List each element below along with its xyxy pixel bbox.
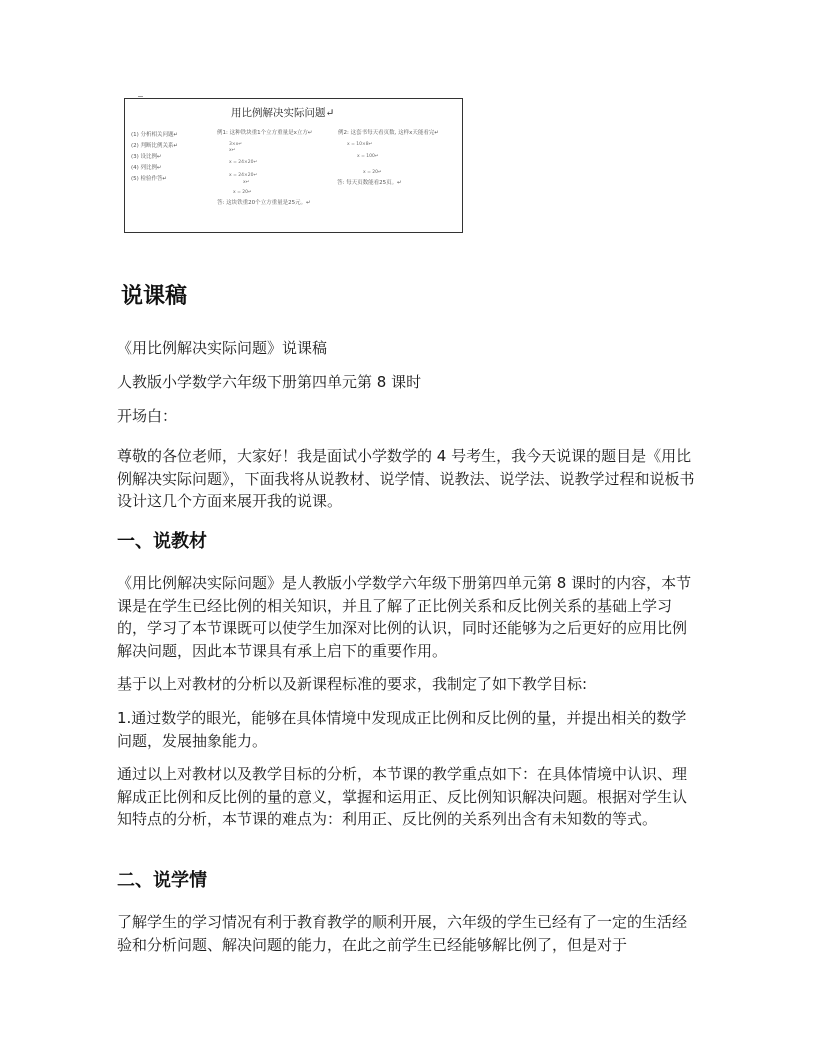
document-title: 说课稿	[121, 284, 188, 309]
objective-item-1: 1.通过数学的眼光，能够在具体情境中发现成正比例和反比例的量，并提出相关的数学问题，发展抽象能力。	[117, 709, 687, 750]
board-example2-answer: 答: 每天页数能看25页。↵	[337, 180, 402, 186]
opening-label: 开场白：	[117, 407, 178, 425]
board-title: 用比例解决实际问题↵	[231, 107, 335, 119]
board-example1-line: 例1: 这种铁块重1个立方重量是x立方↵	[217, 130, 313, 136]
board-design-image	[124, 98, 463, 233]
board-example2-line: x = 20↵	[363, 170, 382, 175]
board-example2-line: x = 100↵	[357, 154, 379, 159]
board-left-item: (4) 列比例↵	[131, 165, 162, 171]
board-example1-line: x = 24×20↵	[229, 173, 258, 178]
section-heading-students: 二、说学情	[117, 870, 207, 891]
section-heading-textbook: 一、说教材	[117, 531, 207, 552]
board-example2-line: 例2: 这套书每天看页数, 这样x天能看完↵	[338, 130, 439, 136]
lesson-title-line: 《用比例解决实际问题》说课稿	[117, 339, 328, 357]
objectives-intro-paragraph: 基于以上对教材的分析以及新课程标准的要求，我制定了如下教学目标:	[117, 675, 588, 693]
board-example2-line: x = 10×8↵	[347, 142, 373, 147]
board-left-item: (5) 检验作答↵	[131, 176, 168, 182]
key-points-paragraph: 通过以上对教材以及教学目标的分析，本节课的教学重点如下：在具体情境中认识、理解成正比例和反比例的量的意义，掌握和运用正、反比例知识解决问题。根据对学生认知特点的分析，本节课的难点为：利用正、反比例的关系列出含有未知数的等式。	[117, 765, 688, 828]
board-left-item: (1) 分析相关问题↵	[131, 132, 179, 138]
board-example1-line: x↵	[229, 148, 236, 153]
board-example1-answer: 答: 这块铁重20个立方重量是25元。↵	[217, 200, 311, 206]
board-left-item: (3) 设比例↵	[131, 154, 162, 160]
board-left-item: (2) 判断比例关系↵	[131, 143, 179, 149]
textbook-analysis-paragraph: 《用比例解决实际问题》是人教版小学数学六年级下册第四单元第 8 课时的内容，本节课是在学生已经比例的相关知识，并且了解了正比例关系和反比例关系的基础上学习的，学习了本节课既可以使学生加深对比例的认识，同时还能够为之后更好的应用比例解决问题，因此本节课具有承上启下的重要作用。	[117, 574, 692, 660]
textbook-info-line: 人教版小学数学六年级下册第四单元第 8 课时	[117, 373, 422, 391]
student-analysis-paragraph: 了解学生的学习情况有利于教育教学的顺利开展，六年级的学生已经有了一定的生活经验和分析问题、解决问题的能力，在此之前学生已经能够解比例了，但是对于	[117, 913, 688, 954]
board-example1-line: 3×x↵	[229, 142, 243, 147]
opening-paragraph: 尊敬的各位老师，大家好！我是面试小学数学的 4 号考生，我今天说课的题目是《用比例解决实际问题》，下面我将从说教材、说学情、说教法、说学法、说教学过程和说板书设计这几个方面来展开我的说课。	[117, 447, 695, 510]
board-example1-line: x↵	[243, 180, 250, 185]
board-example1-line: x = 20↵	[233, 190, 252, 195]
board-example1-line: x = 24×20↵	[229, 160, 258, 165]
image-anchor-mark	[138, 96, 143, 97]
